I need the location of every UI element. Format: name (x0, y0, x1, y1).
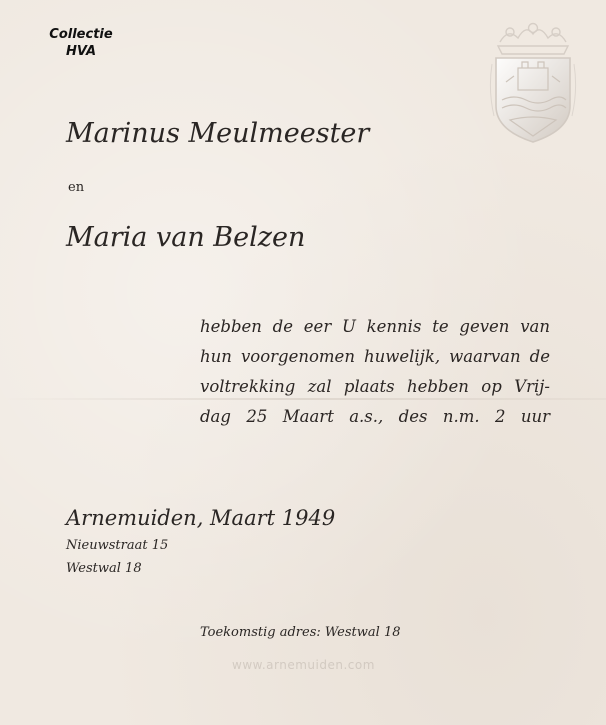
collection-stamp (36, 26, 126, 60)
address-line: Westwal 18 (66, 561, 142, 576)
future-address: Toekomstig adres: Westwal 18 (200, 625, 401, 640)
collection-code: HVA (65, 44, 97, 59)
place-and-date: Arnemuiden, Maart 1949 (66, 506, 336, 530)
body-line: voltrekking zal plaats hebben op Vrij- (200, 377, 550, 396)
watermark-text: www.arnemuiden.com (232, 658, 375, 672)
body-line: hebben de eer U kennis te geven van (200, 317, 550, 336)
address-line: Nieuwstraat 15 (66, 538, 169, 553)
body-line: dag 25 Maart a.s., des n.m. 2 uur (200, 407, 550, 426)
embossed-coat-of-arms-icon (488, 20, 578, 154)
groom-name: Marinus Meulmeester (66, 118, 370, 149)
collection-label: Collectie (49, 27, 113, 42)
conjunction-text: en (68, 180, 85, 195)
bride-name: Maria van Belzen (66, 222, 306, 253)
body-line: hun voorgenomen huwelijk, waarvan de (200, 347, 550, 366)
announcement-body (200, 312, 550, 432)
